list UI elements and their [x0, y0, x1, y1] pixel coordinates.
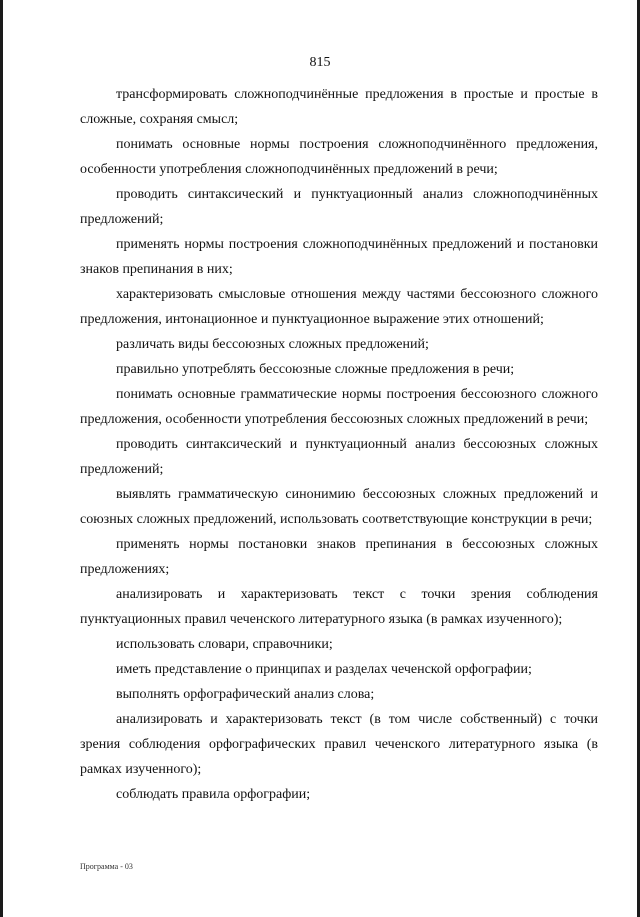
- paragraph: выполнять орфографический анализ слова;: [116, 687, 375, 702]
- paragraph: выявлять грамматическую синонимию бессоюзных сложных предложений и союзных сложных предложений, использовать соответствующие конструкции в речи;: [80, 487, 598, 527]
- paragraph: анализировать и характеризовать текст (в том числе собственный) с точки зрения соблюдения орфографических правил чеченского литературного языка (в рамках изученного);: [80, 712, 598, 777]
- page-number: 815: [309, 55, 331, 70]
- paragraph: проводить синтаксический и пунктуационный анализ бессоюзных сложных предложений;: [80, 437, 598, 477]
- footer-program-label: Программа - 03: [80, 862, 133, 871]
- paragraph: иметь представление о принципах и разделах чеченской орфографии;: [116, 662, 532, 677]
- paragraph: понимать основные грамматические нормы построения бессоюзного сложного предложения, особенности употребления бессоюзных сложных предложений в речи;: [80, 387, 598, 427]
- paragraph: использовать словари, справочники;: [116, 637, 333, 652]
- paragraph: различать виды бессоюзных сложных предложений;: [116, 337, 429, 352]
- paragraph: проводить синтаксический и пунктуационный анализ сложноподчинённых предложений;: [80, 187, 598, 227]
- scan-edge-left: [0, 0, 3, 917]
- paragraph: применять нормы постановки знаков препинания в бессоюзных сложных предложениях;: [80, 537, 598, 577]
- paragraph: характеризовать смысловые отношения между частями бессоюзного сложного предложения, интонационное и пунктуационное выражение этих отношений;: [80, 287, 598, 327]
- paragraph: понимать основные нормы построения сложноподчинённого предложения, особенности употребления сложноподчинённых предложений в речи;: [80, 137, 598, 177]
- paragraph: применять нормы построения сложноподчинённых предложений и постановки знаков препинания в них;: [80, 237, 598, 277]
- paragraph: анализировать и характеризовать текст с точки зрения соблюдения пунктуационных правил чеченского литературного языка (в рамках изученного);: [80, 587, 598, 627]
- paragraph: соблюдать правила орфографии;: [116, 787, 311, 802]
- paragraph: трансформировать сложноподчинённые предложения в простые и простые в сложные, сохраняя смысл;: [80, 87, 598, 127]
- document-body: [80, 82, 598, 807]
- paragraph: правильно употреблять бессоюзные сложные предложения в речи;: [116, 362, 515, 377]
